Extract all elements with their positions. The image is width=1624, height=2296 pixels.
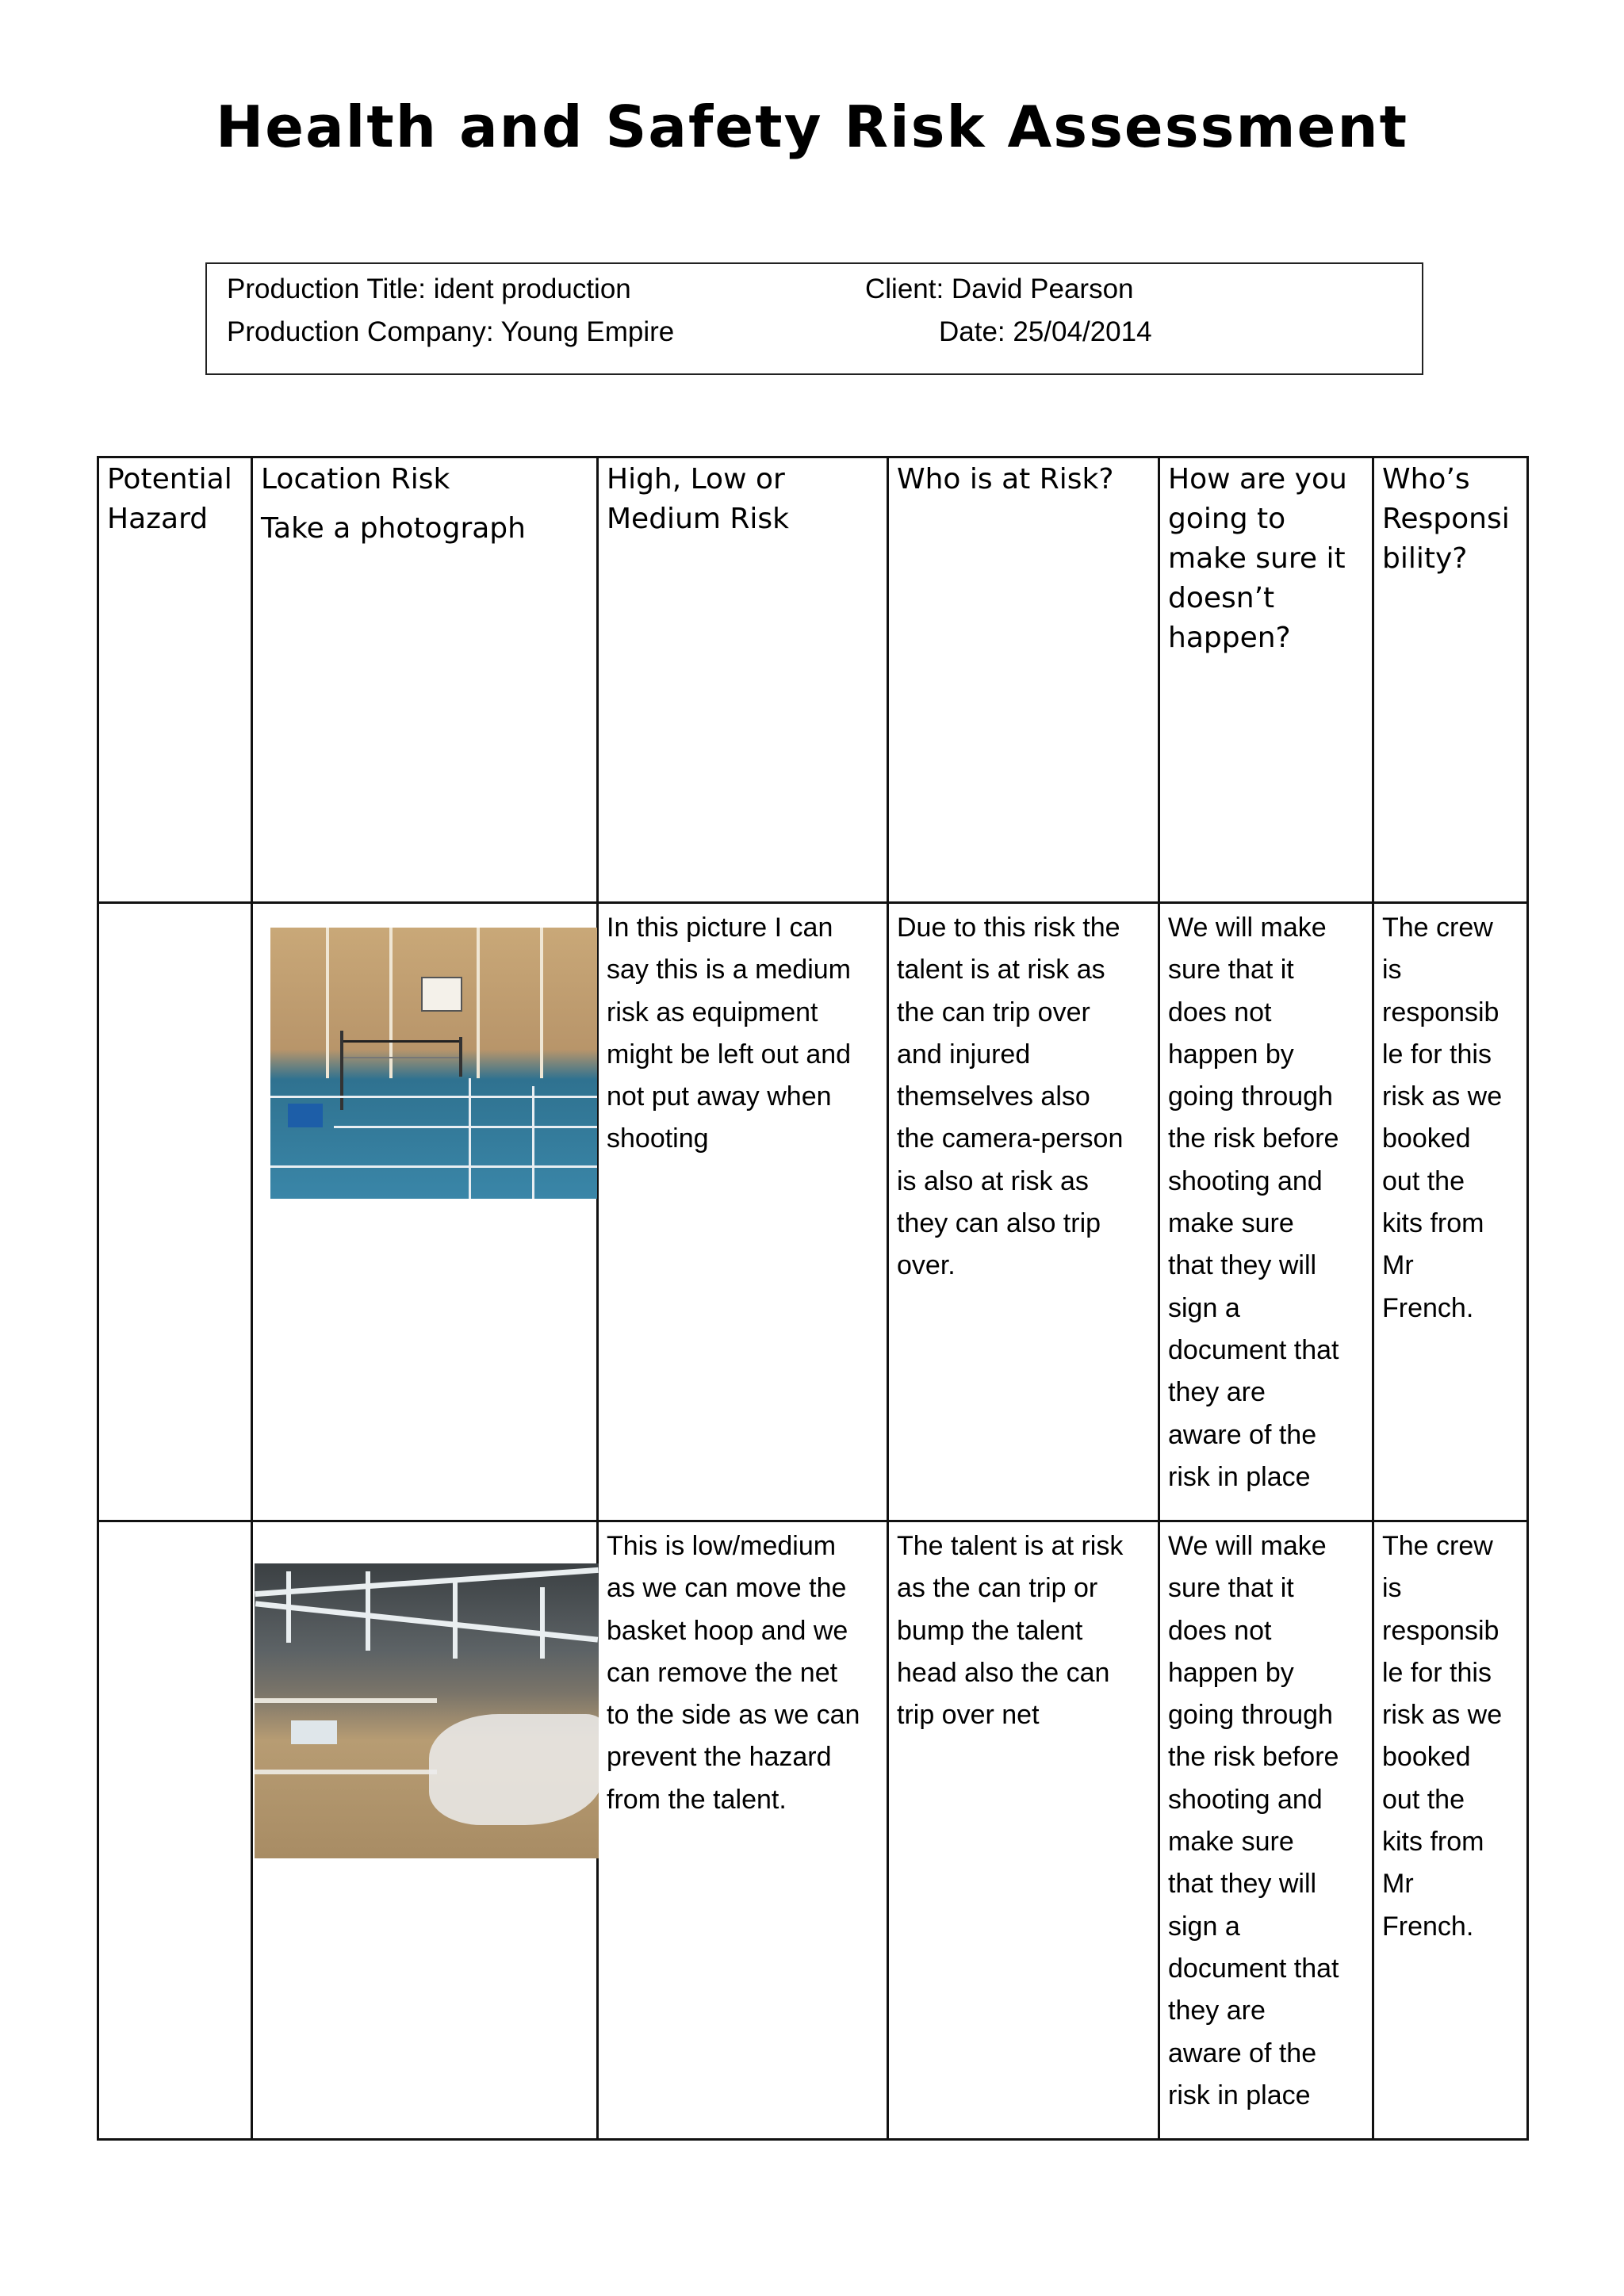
table-row — [98, 1521, 1528, 2140]
text-line: bump the talent — [897, 1615, 1083, 1646]
text-line: sure that it — [1168, 1573, 1294, 1604]
text-line: head also the can — [897, 1657, 1110, 1688]
text-line: the camera-person — [897, 1123, 1124, 1154]
text-line: basket hoop and we — [607, 1615, 848, 1646]
production-company: Production Company: Young Empire — [227, 316, 675, 347]
responsibility-cell — [1373, 903, 1528, 1521]
risk-level-cell — [598, 903, 888, 1521]
text-line: say this is a medium — [607, 955, 851, 985]
text-line: risk as equipment — [607, 997, 818, 1027]
text-line: risk as we — [1382, 1081, 1503, 1112]
header-line: How are you — [1168, 463, 1347, 496]
header-line: Who is at Risk? — [897, 463, 1114, 496]
text-line: In this picture I can — [607, 913, 833, 943]
text-line: from the talent. — [607, 1784, 787, 1815]
text-line: that they will — [1168, 1869, 1317, 1900]
header-prevention — [1159, 457, 1373, 903]
text-line: might be left out and — [607, 1039, 852, 1070]
header-line: happen? — [1168, 622, 1291, 654]
text-line: Mr — [1382, 1869, 1414, 1900]
text-line: talent is at risk as — [897, 955, 1105, 985]
text-line: The crew — [1382, 1531, 1493, 1561]
header-line: High, Low or — [607, 463, 785, 496]
text-line: the risk before — [1168, 1123, 1339, 1154]
header-line: bility? — [1382, 542, 1468, 575]
hazard-cell — [98, 903, 252, 1521]
text-line: is — [1382, 1573, 1402, 1604]
text-line: happen by — [1168, 1039, 1294, 1070]
page-title: Health and Safety Risk Assessment — [216, 94, 1408, 160]
hazard-cell — [98, 1521, 252, 2140]
text-line: out the — [1382, 1784, 1465, 1815]
text-line: they can also trip — [897, 1208, 1101, 1239]
text-line: The talent is at risk — [897, 1531, 1124, 1561]
location-photo-cell — [252, 1521, 598, 2140]
text-line: document that — [1168, 1953, 1339, 1984]
header-line: Responsi — [1382, 503, 1510, 535]
text-line: can remove the net — [607, 1657, 838, 1688]
table-header-row — [98, 457, 1528, 903]
text-line: French. — [1382, 1292, 1474, 1323]
text-line: they are — [1168, 1996, 1266, 2026]
text-line: as we can move the — [607, 1573, 847, 1604]
text-line: document that — [1168, 1334, 1339, 1365]
text-line: going through — [1168, 1081, 1333, 1112]
text-line: happen by — [1168, 1657, 1294, 1688]
header-line: Potential — [107, 463, 232, 496]
header-line: Hazard — [107, 503, 209, 535]
location-photo-cell — [252, 903, 598, 1521]
text-line: not put away when — [607, 1081, 832, 1112]
header-line: Medium Risk — [607, 503, 790, 535]
text-line: sign a — [1168, 1292, 1240, 1323]
text-line: make sure — [1168, 1208, 1294, 1239]
text-line: le for this — [1382, 1039, 1492, 1070]
text-line: responsib — [1382, 1615, 1500, 1646]
header-location-risk — [252, 457, 598, 903]
text-line: aware of the — [1168, 1419, 1317, 1450]
text-line: and injured — [897, 1039, 1031, 1070]
text-line: does not — [1168, 1615, 1272, 1646]
ceiling-net-photo — [255, 1563, 599, 1858]
sports-hall-floor-photo — [270, 928, 597, 1199]
header-line: Who’s — [1382, 463, 1470, 496]
text-line: make sure — [1168, 1827, 1294, 1858]
who-at-risk-cell — [888, 1521, 1159, 2140]
text-line: that they will — [1168, 1250, 1317, 1281]
text-line: booked — [1382, 1742, 1471, 1773]
header-responsibility — [1373, 457, 1528, 903]
text-line: We will make — [1168, 913, 1327, 943]
text-line: The crew — [1382, 913, 1493, 943]
text-line: they are — [1168, 1377, 1266, 1408]
header-line: going to — [1168, 503, 1286, 535]
text-line: sure that it — [1168, 955, 1294, 985]
header-line: doesn’t — [1168, 582, 1275, 614]
text-line: out the — [1382, 1165, 1465, 1196]
text-line: trip over net — [897, 1700, 1040, 1731]
production-info-box — [205, 262, 1423, 375]
text-line: going through — [1168, 1700, 1333, 1731]
text-line: prevent the hazard — [607, 1742, 832, 1773]
header-who-at-risk — [888, 457, 1159, 903]
header-line: Location Risk — [261, 463, 450, 496]
responsibility-cell — [1373, 1521, 1528, 2140]
text-line: Mr — [1382, 1250, 1414, 1281]
text-line: is also at risk as — [897, 1165, 1089, 1196]
header-potential-hazard — [98, 457, 252, 903]
text-line: kits from — [1382, 1208, 1484, 1239]
text-line: themselves also — [897, 1081, 1090, 1112]
text-line: sign a — [1168, 1911, 1240, 1942]
text-line: booked — [1382, 1123, 1471, 1154]
text-line: shooting and — [1168, 1165, 1323, 1196]
risk-level-cell — [598, 1521, 888, 2140]
text-line: over. — [897, 1250, 956, 1281]
assessment-date: Date: 25/04/2014 — [939, 316, 1152, 347]
header-risk-level — [598, 457, 888, 903]
prevention-cell — [1159, 903, 1373, 1521]
text-line: risk in place — [1168, 1461, 1311, 1492]
production-title: Production Title: ident production — [227, 274, 631, 304]
text-line: the risk before — [1168, 1742, 1339, 1773]
client-name: Client: David Pearson — [865, 274, 1134, 304]
table-row — [98, 903, 1528, 1521]
text-line: aware of the — [1168, 2038, 1317, 2068]
header-subtitle: Take a photograph — [261, 512, 526, 545]
text-line: shooting — [607, 1123, 709, 1154]
text-line: to the side as we can — [607, 1700, 860, 1731]
text-line: kits from — [1382, 1827, 1484, 1858]
text-line: the can trip over — [897, 997, 1090, 1027]
risk-assessment-table — [97, 456, 1529, 2141]
text-line: risk as we — [1382, 1700, 1503, 1731]
text-line: does not — [1168, 997, 1272, 1027]
text-line: shooting and — [1168, 1784, 1323, 1815]
who-at-risk-cell — [888, 903, 1159, 1521]
text-line: This is low/medium — [607, 1531, 837, 1561]
text-line: as the can trip or — [897, 1573, 1098, 1604]
text-line: French. — [1382, 1911, 1474, 1942]
text-line: risk in place — [1168, 2080, 1311, 2110]
text-line: is — [1382, 955, 1402, 985]
prevention-cell — [1159, 1521, 1373, 2140]
text-line: le for this — [1382, 1657, 1492, 1688]
text-line: responsib — [1382, 997, 1500, 1027]
text-line: We will make — [1168, 1531, 1327, 1561]
header-line: make sure it — [1168, 542, 1346, 575]
text-line: Due to this risk the — [897, 913, 1120, 943]
